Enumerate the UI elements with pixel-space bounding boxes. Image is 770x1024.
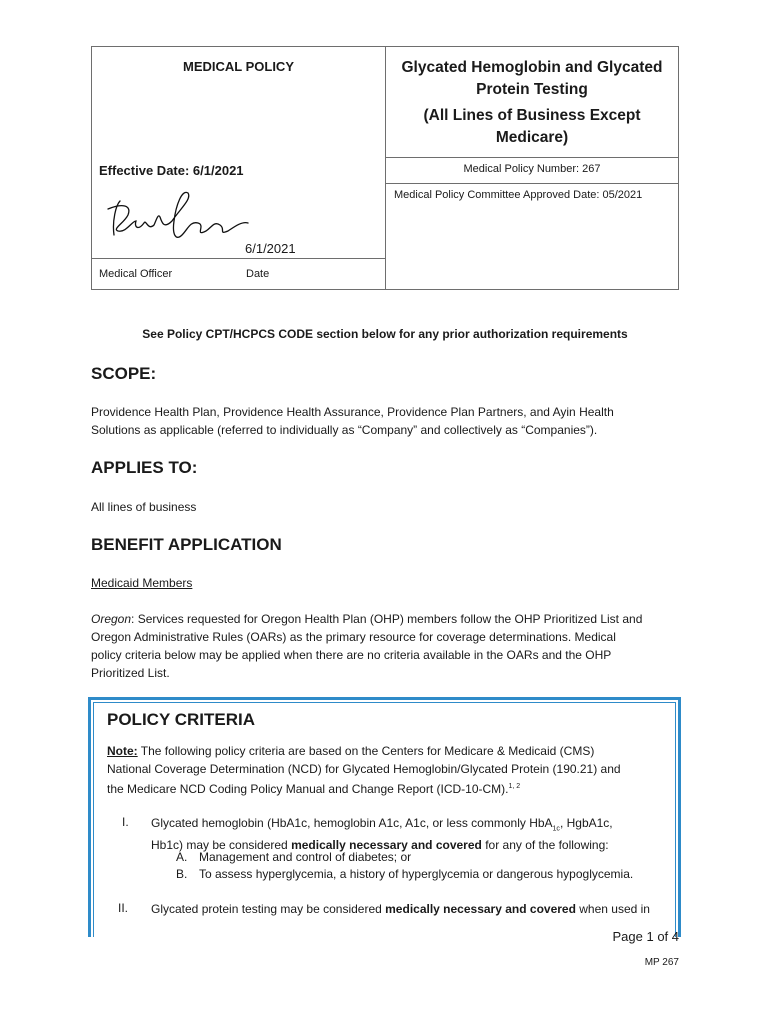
date-label: Date [246, 268, 270, 280]
note-line: the Medicare NCD Coding Policy Manual and Change Report (ICD-10-CM). [107, 782, 509, 796]
subtitle-line: (All Lines of Business Except [423, 107, 641, 124]
signature-image [102, 191, 252, 251]
item-number: II. [118, 901, 129, 915]
item-number: I. [122, 815, 129, 829]
policy-criteria-heading: POLICY CRITERIA [107, 710, 255, 729]
table-divider [385, 183, 678, 184]
item-text: when used in [575, 902, 650, 916]
item-text: for any of the following: [481, 838, 609, 853]
item-text: Hb1c) may be considered [151, 838, 292, 853]
note-references: 1, 2 [508, 783, 521, 790]
criteria-note [107, 742, 672, 798]
applies-heading: APPLIES TO: [91, 458, 198, 477]
scope-heading: SCOPE: [91, 364, 157, 383]
signature-date: 6/1/2021 [245, 241, 296, 256]
table-divider [92, 258, 385, 259]
policy-criteria-box [88, 697, 681, 937]
policy-subtitle [386, 105, 678, 149]
oregon-paragraph [91, 610, 681, 682]
item-subscript: 1c [552, 825, 560, 833]
item-text: , HgbA1c, [559, 816, 613, 830]
title-line: Glycated Hemoglobin and Glycated [401, 59, 663, 76]
sub-item-a: Management and control of diabetes; or [199, 850, 412, 864]
note-line: National Coverage Determination (NCD) for Glycated Hemoglobin/Glycated Protein (190.21) and [107, 762, 621, 776]
oregon-line: : Services requested for Oregon Health Plan (OHP) members follow the OHP Prioritized List and [131, 612, 643, 626]
item-emphasis: medically necessary and covered [385, 902, 576, 916]
oregon-label: Oregon [91, 612, 132, 626]
oregon-line: Prioritized List. [91, 666, 170, 680]
sub-item-label: A. [176, 850, 188, 864]
title-line: Protein Testing [476, 81, 588, 98]
scope-line: Solutions as applicable (referred to individually as “Company” and collectively as “Companies”). [91, 423, 598, 437]
medical-officer-label: Medical Officer [99, 268, 173, 280]
policy-number: Medical Policy Number: 267 [463, 163, 601, 175]
applies-text: All lines of business [91, 500, 197, 514]
item-emphasis: medically necessary and covered [291, 838, 482, 853]
item-text: Glycated protein testing may be considered [151, 902, 386, 916]
item-text: Glycated hemoglobin (HbA1c, hemoglobin A1c, A1c, or less commonly HbA [151, 816, 553, 830]
medicaid-members-subheading: Medicaid Members [91, 576, 193, 590]
criteria-item-2 [151, 901, 676, 918]
medical-policy-label: MEDICAL POLICY [183, 59, 294, 74]
note-label: Note: [107, 744, 138, 758]
table-divider [385, 157, 678, 158]
policy-title [386, 57, 678, 149]
sub-item-label: B. [176, 867, 188, 881]
oregon-line: policy criteria below may be applied when there are no criteria available in the OARs and the OHP [91, 648, 612, 662]
policy-header-table [91, 46, 679, 290]
prior-auth-notice: See Policy CPT/HCPCS CODE section below for any prior authorization requirements [142, 327, 628, 341]
scope-line: Providence Health Plan, Providence Health Assurance, Providence Plan Partners, and Ayin Health [91, 405, 614, 419]
page-number: Page 1 of 4 [612, 929, 679, 944]
subtitle-line: Medicare) [495, 129, 569, 146]
benefit-heading: BENEFIT APPLICATION [91, 535, 282, 554]
effective-date: Effective Date: 6/1/2021 [99, 163, 244, 178]
oregon-line: Oregon Administrative Rules (OARs) as the primary resource for coverage determinations. Medical [91, 630, 616, 644]
policy-code: MP 267 [644, 957, 679, 968]
sub-item-b: To assess hyperglycemia, a history of hyperglycemia or dangerous hypoglycemia. [199, 867, 634, 881]
scope-text [91, 403, 681, 439]
committee-approved-date: Medical Policy Committee Approved Date: 05/2021 [394, 189, 643, 201]
note-line: The following policy criteria are based on the Centers for Medicare & Medicaid (CMS) [137, 744, 595, 758]
